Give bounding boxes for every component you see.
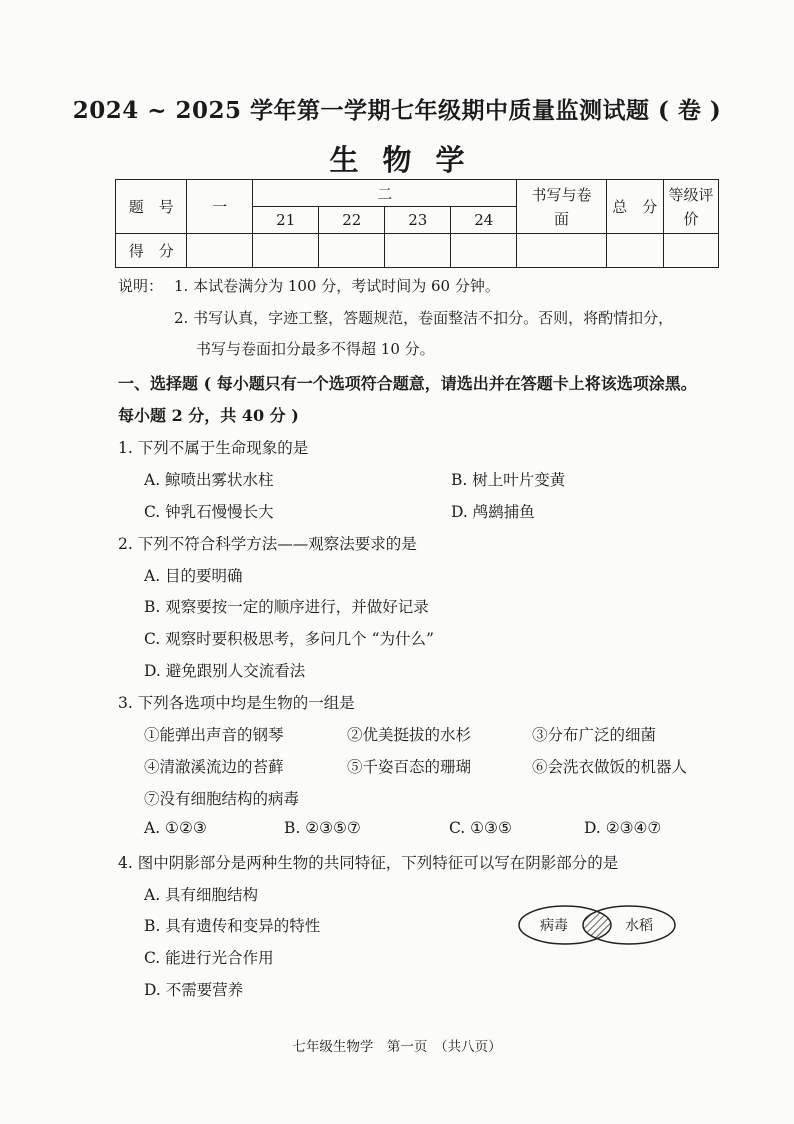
score-cell-grade[interactable] [663,234,718,268]
q3-item-6: ⑥会洗衣做饭的机器人 [532,758,688,776]
score-cell-21[interactable] [253,234,319,268]
page-footer: 七年级生物学 第一页 （共八页） [292,1039,502,1055]
score-cell-total[interactable] [606,234,663,268]
question-4-stem: 4. 图中阴影部分是两种生物的共同特征，下列特征可以写在阴影部分的是 [118,854,619,872]
note-1: 1. 本试卷满分为 100 分，考试时间为 60 分钟。 [174,277,500,295]
q2-option-d[interactable]: D. 避免跟别人交流看法 [144,662,306,680]
q4-option-a[interactable]: A. 具有细胞结构 [144,886,259,904]
score-cell-23[interactable] [385,234,451,268]
col-grade: 等级评价 [663,180,718,234]
section-heading-cont: 每小题 2 分，共 40 分 ) [118,406,299,425]
col-part-two: 二 [253,180,517,207]
q4-option-b[interactable]: B. 具有遗传和变异的特性 [144,917,321,935]
q3-item-2: ②优美挺拔的水杉 [347,726,472,744]
col-21: 21 [253,207,319,234]
question-2-stem: 2. 下列不符合科学方法——观察法要求的是 [118,535,417,553]
q2-option-b[interactable]: B. 观察要按一定的顺序进行，并做好记录 [144,598,429,616]
venn-right-label: 水稻 [625,918,653,934]
notes-prefix: 说明： [118,277,164,295]
subject-title: 生物学 [329,143,489,177]
note-2: 2. 书写认真，字迹工整，答题规范，卷面整洁不扣分。否则，将酌情扣分， [174,309,674,327]
score-cell-writing[interactable] [517,234,606,268]
row-label-score: 得 分 [116,234,187,268]
q4-option-d[interactable]: D. 不需要营养 [144,981,244,999]
q3-option-b[interactable]: B. ②③⑤⑦ [284,819,361,837]
venn-left-label: 病毒 [540,918,568,934]
question-3-stem: 3. 下列各选项中均是生物的一组是 [118,694,355,712]
score-cell-24[interactable] [451,234,517,268]
q3-item-1: ①能弹出声音的钢琴 [144,726,284,744]
section-heading: 一、选择题 ( 每小题只有一个选项符合题意，请选出并在答题卡上将该选项涂黑。 [118,374,697,393]
q4-option-c[interactable]: C. 能进行光合作用 [144,949,274,967]
col-24: 24 [451,207,517,234]
q3-item-5: ⑤千姿百态的珊瑚 [347,758,472,776]
q2-option-a[interactable]: A. 目的要明确 [144,567,243,585]
col-writing: 书写与卷面 [517,180,606,234]
q3-option-a[interactable]: A. ①②③ [144,819,207,837]
col-part-one: 一 [187,180,253,234]
q3-option-c[interactable]: C. ①③⑤ [449,819,512,837]
q1-option-a[interactable]: A. 鲸喷出雾状水柱 [144,471,274,489]
question-1-stem: 1. 下列不属于生命现象的是 [118,439,309,457]
q3-item-3: ③分布广泛的细菌 [532,726,657,744]
q3-item-7: ⑦没有细胞结构的病毒 [144,790,300,808]
score-cell-22[interactable] [319,234,385,268]
score-cell-one[interactable] [187,234,253,268]
q2-option-c[interactable]: C. 观察时要积极思考，多问几个 “为什么” [144,630,434,648]
q1-option-c[interactable]: C. 钟乳石慢慢长大 [144,503,274,521]
venn-diagram [517,903,679,947]
q3-option-d[interactable]: D. ②③④⑦ [584,819,662,837]
exam-title: 2024 ~ 2025 学年第一学期七年级期中质量监测试题 ( 卷 ) [72,97,722,124]
col-23: 23 [385,207,451,234]
score-table [115,179,719,268]
col-total: 总 分 [606,180,663,234]
q1-option-d[interactable]: D. 鸬鹚捕鱼 [451,503,535,521]
row-label-question-no: 题 号 [116,180,187,234]
note-2-cont: 书写与卷面扣分最多不得超 10 分。 [196,340,435,358]
col-22: 22 [319,207,385,234]
q1-option-b[interactable]: B. 树上叶片变黄 [451,471,566,489]
q3-item-4: ④清澈溪流边的苔藓 [144,758,284,776]
